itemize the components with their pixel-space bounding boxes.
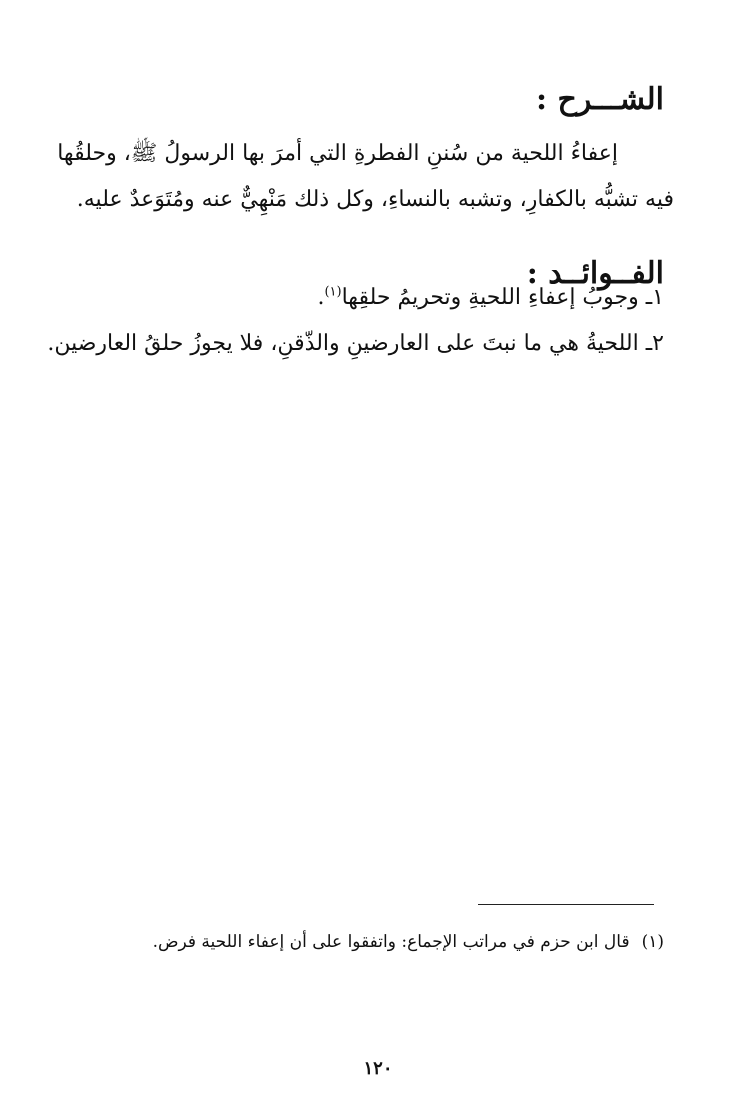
benefit-item-1-text: ١ـ وجوبُ إعفاءِ اللحيةِ وتحريمُ حلقِها [341,285,664,310]
footnote-reference[interactable]: (١) [324,284,342,300]
footnote-divider [478,904,654,905]
footnote [153,928,664,956]
benefits-heading: الفــوائــد : [526,256,664,291]
footnote-text: قال ابن حزم في مراتب الإجماع: واتفقوا على أن إعفاء اللحية فرض. [152,932,630,952]
footnote-marker: (١) [641,932,664,952]
explanation-line-1: إعفاءُ اللحية من سُننِ الفطرةِ التي أمرَ بها الرسولُ ﷺ، وحلقُها [57,141,618,166]
benefit-item-1 [317,281,664,315]
benefit-item-2: ٢ـ اللحيةُ هي ما نبتَ على العارضينِ والذّقنِ، فلا يجوزُ حلقُ العارضين. [47,331,664,356]
explanation-line-2: فيه تشبُّه بالكفارِ، وتشبه بالنساءِ، وكل ذلك مَنْهِيٌّ عنه ومُتَوَعدٌ عليه. [76,187,674,212]
explanation-heading: الشـــرح : [535,82,664,117]
page-number: ١٢٠ [363,1058,393,1079]
benefit-item-1-end: . [317,285,325,310]
